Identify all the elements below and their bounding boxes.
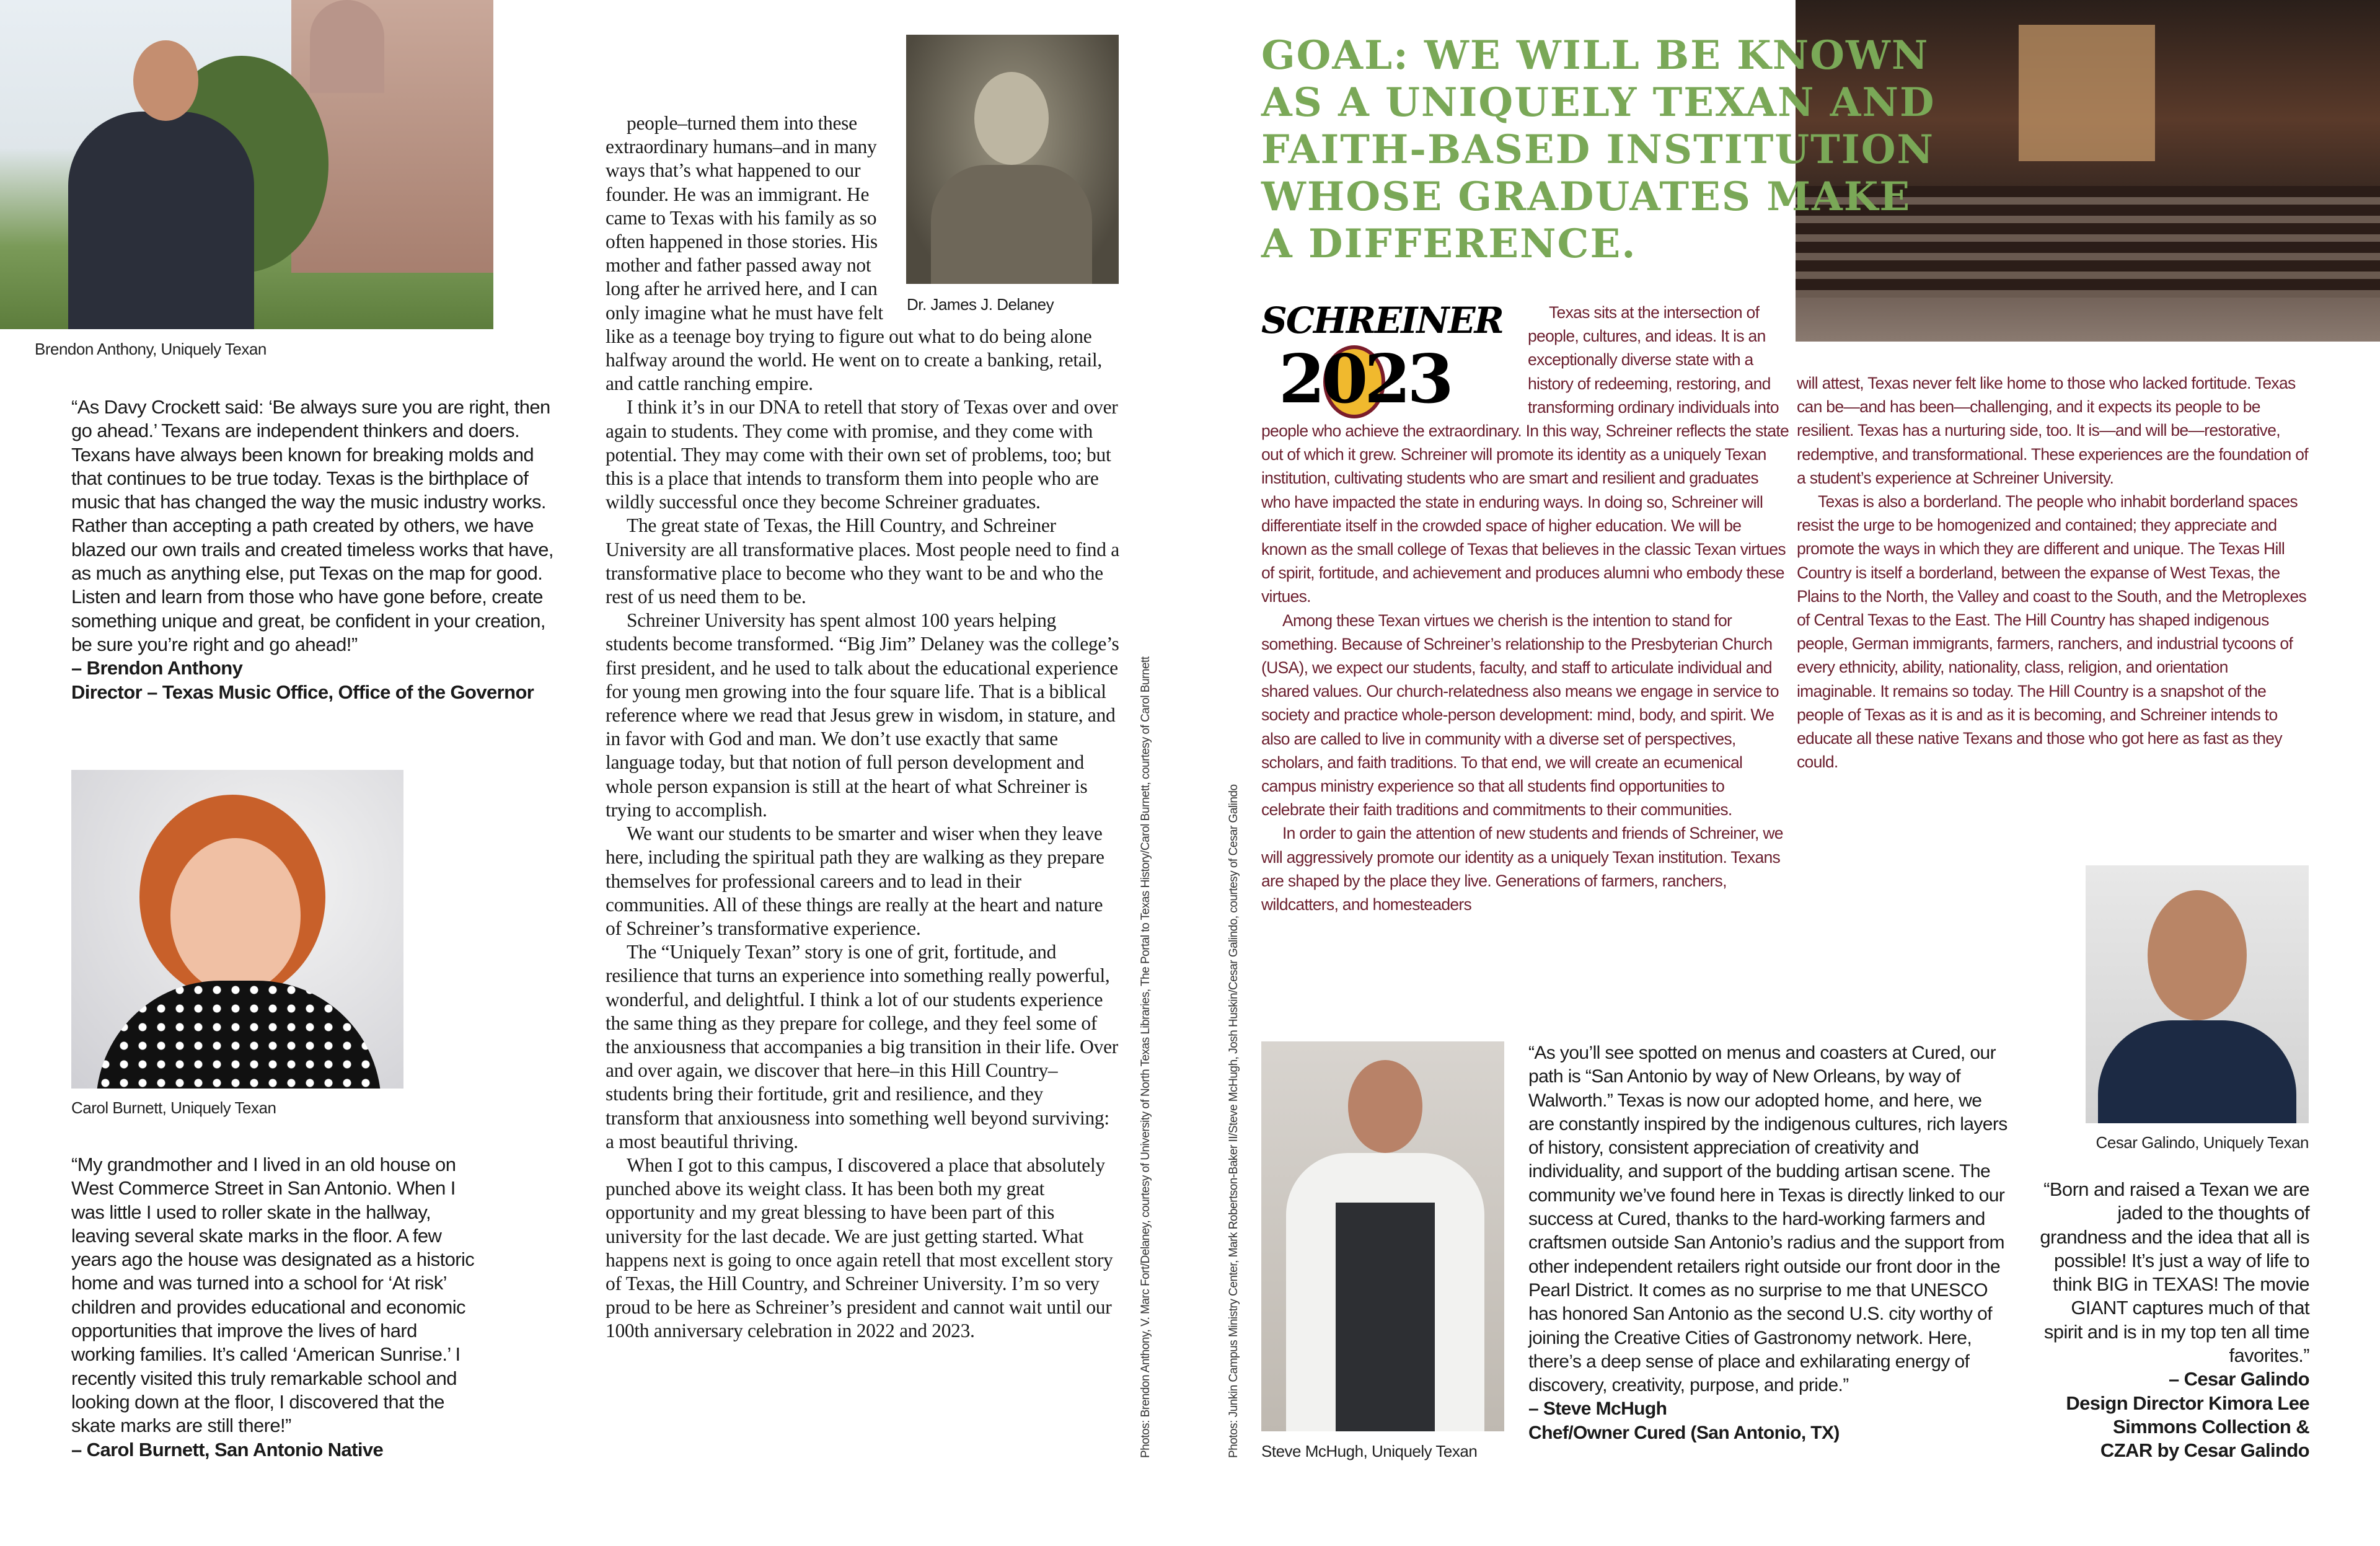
chef-head (1348, 1060, 1422, 1153)
quote-text: “My grandmother and I lived in an old house on West Commerce Street in San Antonio. When I was little I used to roller skate in the hallway, leaving several skate marks in the floor. A few years ago the house was designated as a historic home and was turned into a school for ‘At risk’ children and provides educational and economic opportunities that improve the lives of hard working families. It’s called ‘American Sunrise.’ I recently visited this truly remarkable school and looking down at the floor, I discovered that the skate marks are still there!” (71, 1154, 475, 1437)
goal-line: AS A UNIQUELY TEXAN AND (1261, 79, 1936, 126)
body-paragraph: Texas is also a borderland. The people who inhabit borderland spaces resist the urge to be homogenized and contained; they appreciate and promote the ways in which they are different and unique. The Texas Hill Country is itself a borderland, between the expanse of West Texas, the Plains to the North, the Valley and coast to the South, and the Metroplexes of Central Texas to the East. The Hill Country has shaped indigenous people, German immigrants, farmers, ranchers, and industrial tycoons of every ethnicity, ability, nationality, class, religion, and orientation imaginable. It remains so today. The Hill Country is a snapshot of the people of Texas as it is and as it is becoming, and Schreiner intends to educate all these native Texans and those who got here as fast as they could. (1797, 492, 2307, 772)
quote-author: – Cesar Galindo (2168, 1368, 2309, 1390)
goal-line: A DIFFERENCE. (1261, 221, 1637, 267)
delaney-photo (906, 35, 1119, 284)
quote-text: “Born and raised a Texan we are jaded to the thoughts of grandness and the idea that all is possible! It’s just a way of life to think BIG in TEXAS! The movie GIANT captures much of that spirit and is in my top ten all time favorites.” (2040, 1178, 2309, 1367)
body-paragraph: people–turned them into these extraordinary humans–and in many ways that’s what happened to our founder. He was an immigrant. He came to Texas with his family as so often happened in those stories. His mother and father passed away not long after he arrived here, and I can only imagine what he must have felt like as a teenage boy trying to figure out what to do being alone halfway around the world. He went on to create a banking, retail, and cattle ranching empire. (606, 112, 1102, 395)
quote-text: “As you’ll see spotted on menus and coasters at Cured, our path is “San Antonio by way of New Orleans, by way of Walworth.” Texas is now our adopted home, and here, we are constantly inspired by the indigenous cultures, rich layers of history, consistent appreciation of creativity and individuality, and support of the budding artisan scene. The community we’ve found here in Texas is directly linked to our success at Cured, thanks to the hard-working farmers and craftsmen outside San Antonio’s radius and the support from other independent retailers right outside our front door in the Pearl District. It comes as no surprise to me that UNESCO has honored San Antonio as the second U.S. city worthy of joining the Creative Cities of Gastronomy network. Here, there’s a deep sense of place and exhilarating energy of discovery, creativity, purpose, and pride.” (1528, 1043, 2008, 1396)
logo-year: 2023 (1279, 340, 1450, 418)
body-paragraph: Among these Texan virtues we cherish is the intention to stand for something. Because of Schreiner’s relationship to the Presbyterian Church (USA), we expect our students, faculty, and staff to articulate individual and shared values. Our church-relatedness also means we engage in service to society and practice whole-person development: mind, body, and spirit. We also are called to live in community with a diverse set of perspectives, scholars, and faith traditions. To that end, we will create an ecumenical campus ministry experience so that all students find opportunities to celebrate their faith traditions and commitments to their communities. (1261, 611, 1779, 819)
body-paragraph: I think it’s in our DNA to retell that story of Texas over and over again to students. They come with promise, and they come with potential. They may come with their own set of problems, too; but this is a place that intends to transform them into people who are wildly successful once they become Schreiner graduates. (606, 396, 1118, 513)
body-paragraph: Texas sits at the intersection of people, cultures, and ideas. It is an exceptionally diverse state with a history of redeeming, restoring, and transforming ordinary individuals into people who achieve the extraordinary. In this way, Schreiner reflects the state out of which it grew. Schreiner will promote its identity as a uniquely Texan institution, cultivating students who are smart and resilient and graduates who have impacted the state in enduring ways. In doing so, Schreiner will differentiate itself in the crowded space of higher education. We will be known as the small college of Texas that believes in the classic Texan virtues of spirit, fortitude, and achievement and produces alumni who embody these virtues. (1261, 303, 1789, 606)
quote-author: – Carol Burnett, San Antonio Native (71, 1438, 384, 1460)
body-paragraph: The “Uniquely Texan” story is one of grit, fortitude, and resilience that turns an experience into something really powerful, wonderful, and delightful. I think a lot of our students experience the same thing as they prepare for college, and they feel some of the anxiousness that accompanies a big transition in their life. Over and over again, we discover that here–in this Hill Country–students bring their fortitude, grit and resilience, and they transform that anxiousness into something well beyond surviving: a most beautiful thriving. (606, 941, 1118, 1152)
goal-heading (1261, 32, 1935, 268)
quote-author-title: CZAR by Cesar Galindo (2100, 1439, 2309, 1462)
photo-credit-right: Photos: Junkin Campus Ministry Center, Mark Robertson-Baker II/Steve McHugh, Josh Huskin/Cesar Galindo, courtesy of Cesar Galindo (1227, 784, 1240, 1458)
delaney-figure (897, 112, 1120, 319)
body-paragraph: In order to gain the attention of new students and friends of Schreiner, we will aggressively promote our identity as a uniquely Texan institution. Texans are shaped by the place they live. Generations of farmers, ranchers, wildcatters, and homesteaders (1261, 824, 1783, 914)
carol-quote (71, 1153, 480, 1462)
cesar-head (2148, 890, 2247, 1020)
person-suit (68, 112, 254, 329)
quote-author-title: Director – Texas Music Office, Office of the Governor (71, 681, 534, 703)
goal-line: GOAL: WE WILL BE KNOWN (1261, 32, 1929, 79)
steve-quote (1528, 1041, 2012, 1445)
schreiner-2023-logo (1261, 301, 1528, 418)
quote-text: “As Davy Crockett said: ‘Be always sure you are right, then go ahead.’ Texans are independent thinkers and doers. Texans have always been known for breaking molds and that continues to be true today. Texas is the birthplace of music that has changed the way the music industry works. Rather than accepting a path created by others, we have blazed our own trails and created timeless works that have, as much as anything else, put Texas on the map for good. Listen and learn from those who have gone before, create something unique and great, be confident in your creation, be sure you’re right and go ahead!” (71, 396, 553, 655)
delaney-face (974, 72, 1049, 165)
carol-burnett-photo (71, 770, 403, 1089)
goal-text-column-1 (1261, 301, 1789, 916)
polka-dot-top (96, 981, 381, 1089)
quote-author: – Steve McHugh (1528, 1398, 1667, 1420)
goal-line: WHOSE GRADUATES MAKE (1261, 174, 1911, 220)
brendon-anthony-photo (0, 0, 493, 329)
body-paragraph: will attest, Texas never felt like home to those who lacked fortitude. Texas can be—and has been—challenging, and it expects its people to be resilient. Texas has a nurturing side, too. It is—and will be—restorative, redemptive, and transformational. These experiences are the foundation of a student’s experience at Schreiner University. (1797, 374, 2308, 487)
quote-author: – Brendon Anthony (71, 657, 243, 679)
person-head (133, 40, 198, 121)
quote-author-title: Chef/Owner Cured (San Antonio, TX) (1528, 1422, 1840, 1443)
carol-caption: Carol Burnett, Uniquely Texan (71, 1098, 276, 1117)
quote-author-title: Design Director Kimora Lee (2066, 1392, 2309, 1414)
body-paragraph: The great state of Texas, the Hill Country, and Schreiner University are all transformative places. Most people need to find a transformative place to become who they want to be and who the rest of us need them to be. (606, 515, 1119, 608)
brendon-caption: Brendon Anthony, Uniquely Texan (35, 340, 267, 358)
cesar-shirt (2098, 1020, 2296, 1123)
delaney-caption: Dr. James J. Delaney (907, 295, 1054, 314)
body-paragraph: Schreiner University has spent almost 100 years helping students become transformed. “Big Jim” Delaney was the college’s first president, and he used to talk about the educational experience for young men growing into the four square life. That is a biblical reference where we read that Jesus grew in wisdom, in stature, and in favor with God and man. We don’t use exactly that same language today, but that notion of full person development and whole person expansion is still at the heart of what Schreiner is trying to accomplish. (606, 609, 1119, 821)
steve-caption: Steve McHugh, Uniquely Texan (1261, 1442, 1478, 1460)
cesar-caption: Cesar Galindo, Uniquely Texan (2096, 1133, 2309, 1152)
quote-author-title: Simmons Collection & (2113, 1415, 2309, 1438)
capitol-dome (310, 0, 384, 93)
face (170, 838, 301, 993)
body-paragraph: When I got to this campus, I discovered a place that absolutely punched above its weight class. It has been both my great opportunity and my great blessing to have been part of this university for the last decade. We are just getting started. What happens next is going to once again retell that most excellent story of Texas, the Hill Country, and Schreiner University. I’m so very proud to be here as Schreiner’s president and cannot wait until our 100th anniversary celebration in 2022 and 2023. (606, 1154, 1113, 1342)
delaney-suit (931, 165, 1092, 284)
chef-apron (1336, 1203, 1435, 1431)
goal-text-column-2 (1797, 371, 2311, 774)
body-paragraph: We want our students to be smarter and wiser when they leave here, including the spiritual path they are walking as they prepare themselves for professional careers and to lead in their communities. All of these things are really at the heart and nature of Schreiner’s transformative experience. (606, 823, 1104, 939)
steve-mchugh-photo (1261, 1041, 1504, 1431)
cesar-galindo-photo (2086, 865, 2309, 1123)
chapel-window (2019, 25, 2155, 161)
logo-wordmark: SCHREINER (1261, 299, 1503, 342)
cesar-quote (2039, 1178, 2309, 1463)
president-article (606, 112, 1120, 1343)
brendon-quote (71, 395, 561, 704)
photo-credit-left: Photos: Brendon Anthony, V. Marc Fort/Delaney, courtesy of University of North Texas Libraries, The Portal to Texas History/Carol Burnett, courtesy of Carol Burnett (1139, 656, 1152, 1458)
goal-line: FAITH-BASED INSTITUTION (1261, 126, 1934, 173)
